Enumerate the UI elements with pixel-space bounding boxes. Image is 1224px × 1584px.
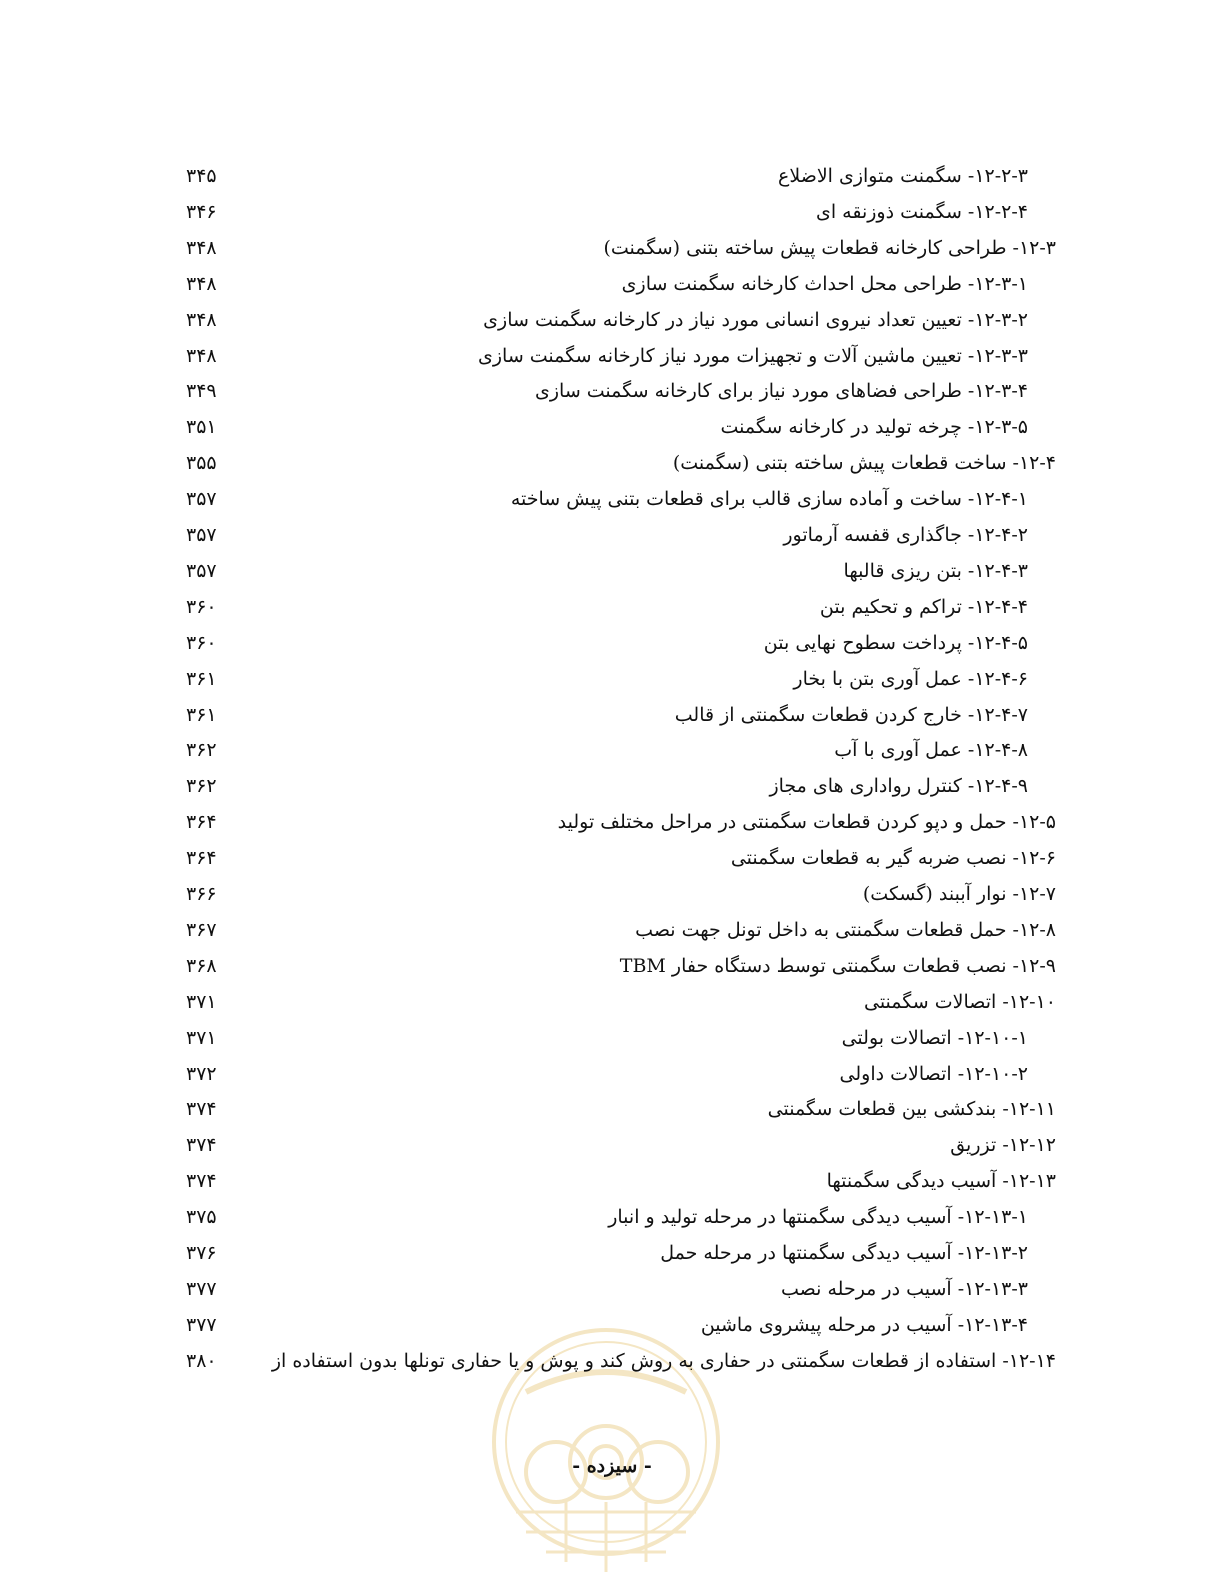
toc-entry (0, 948, 1224, 984)
toc-entry (0, 409, 1224, 445)
toc-entry-title: ۱۲-۱۰-۲- اتصالات داولی (839, 1062, 1028, 1085)
toc-entry (0, 1199, 1224, 1235)
toc-entry-page-number: ۳۷۲ (186, 1062, 217, 1085)
toc-entry (0, 768, 1224, 804)
toc-entry-title: ۱۲-۳-۴- طراحی فضاهای مورد نیاز برای کارخانه سگمنت سازی (534, 380, 1028, 403)
toc-entry-page-number: ۳۶۰ (186, 631, 217, 654)
toc-entry-title: ۱۲-۴- ساخت قطعات پیش ساخته بتنی (سگمنت) (672, 452, 1056, 475)
toc-entry (0, 589, 1224, 625)
toc-entry (0, 158, 1224, 194)
toc-entry-title: ۱۲-۱۳-۱- آسیب دیدگی سگمنتها در مرحله تولید و انبار (608, 1206, 1028, 1229)
toc-entry-page-number: ۳۵۱ (186, 416, 217, 439)
toc-entry-page-number: ۳۷۱ (186, 990, 217, 1013)
toc-entry (0, 1163, 1224, 1199)
toc-entry-title: ۱۲-۴-۱- ساخت و آماده سازی قالب برای قطعات بتنی پیش ساخته (510, 488, 1028, 511)
toc-entry-page-number: ۳۶۲ (186, 775, 217, 798)
toc-entry (0, 266, 1224, 302)
toc-entry-title: ۱۲-۱۱- بندکشی بین قطعات سگمنتی (767, 1098, 1056, 1121)
toc-entry-title: ۱۲-۴-۷- خارج کردن قطعات سگمنتی از قالب (674, 703, 1028, 726)
toc-entry (0, 1091, 1224, 1127)
toc-entry (0, 1343, 1224, 1379)
toc-entry (0, 1235, 1224, 1271)
toc-entry-title: ۱۲-۴-۵- پرداخت سطوح نهایی بتن (763, 631, 1028, 654)
toc-entry (0, 1127, 1224, 1163)
toc-entry-title: ۱۲-۸- حمل قطعات سگمنتی به داخل تونل جهت نصب (635, 918, 1056, 941)
toc-entry (0, 1271, 1224, 1307)
toc-entry-title: ۱۲-۷- نوار آببند (گسکت) (862, 883, 1056, 905)
toc-entry (0, 732, 1224, 768)
toc-entry-title: ۱۲-۵- حمل و دپو کردن قطعات سگمنتی در مراحل مختلف تولید (557, 811, 1056, 834)
toc-entry-page-number: ۳۴۸ (186, 272, 217, 295)
toc-entry-title: ۱۲-۹- نصب قطعات سگمنتی توسط دستگاه حفار TBM (619, 954, 1056, 977)
toc-entry-page-number: ۳۶۴ (186, 811, 217, 834)
toc-entry (0, 553, 1224, 589)
toc-entry-page-number: ۳۴۸ (186, 236, 217, 259)
toc-entry-page-number: ۳۶۱ (186, 703, 217, 726)
toc-entry-title: ۱۲-۴-۳- بتن ریزی قالبها (843, 559, 1028, 582)
toc-entry-title: ۱۲-۱۳- آسیب دیدگی سگمنتها (826, 1170, 1056, 1193)
toc-entry-page-number: ۳۵۷ (186, 524, 217, 546)
toc-entry-page-number: ۳۶۰ (186, 595, 217, 618)
toc-entry-page-number: ۳۴۹ (186, 380, 217, 403)
toc-entry-page-number: ۳۸۰ (186, 1349, 217, 1372)
toc-entry (0, 804, 1224, 840)
toc-entry-page-number: ۳۷۴ (186, 1134, 217, 1157)
toc-entry-page-number: ۳۴۸ (186, 344, 217, 367)
toc-entry-page-number: ۳۷۷ (186, 1313, 217, 1336)
toc-entry-page-number: ۳۵۷ (186, 559, 217, 582)
toc-entry-page-number: ۳۴۸ (186, 308, 217, 331)
toc-entry (0, 302, 1224, 338)
toc-entry-page-number: ۳۶۸ (186, 954, 217, 977)
toc-entry (0, 230, 1224, 266)
toc-entry (0, 912, 1224, 948)
toc-entry-page-number: ۳۶۲ (186, 739, 217, 762)
toc-entry (0, 481, 1224, 517)
toc-entry (0, 194, 1224, 230)
toc-entry-page-number: ۳۶۴ (186, 847, 217, 870)
toc-entry-page-number: ۳۶۷ (186, 918, 217, 941)
toc-entry-page-number: ۳۴۵ (186, 165, 217, 187)
toc-entry (0, 625, 1224, 661)
toc-entry (0, 517, 1224, 553)
toc-entry-title: ۱۲-۳- طراحی کارخانه قطعات پیش ساخته بتنی (سگمنت) (603, 236, 1056, 259)
toc-entry (0, 661, 1224, 697)
toc-entry (0, 697, 1224, 733)
toc-entry-page-number: ۳۴۶ (186, 200, 217, 223)
toc-entry-title: ۱۲-۳-۳- تعیین ماشین آلات و تجهیزات مورد نیاز کارخانه سگمنت سازی (477, 344, 1028, 367)
toc-entry (0, 1020, 1224, 1056)
page-number-footer: - سیزده - (572, 1455, 652, 1477)
toc-entry-title: ۱۲-۱۳-۴- آسیب در مرحله پیشروی ماشین (700, 1313, 1028, 1336)
toc-entry (0, 373, 1224, 409)
toc-entry-page-number: ۳۵۵ (186, 452, 217, 475)
toc-entry-title: ۱۲-۴-۴- تراکم و تحکیم بتن (819, 595, 1028, 618)
toc-entry-title: ۱۲-۱۳-۳- آسیب در مرحله نصب (781, 1277, 1028, 1300)
toc-entry-title: ۱۲-۶- نصب ضربه گیر به قطعات سگمنتی (730, 847, 1056, 870)
toc-entry-page-number: ۳۶۱ (186, 667, 217, 690)
toc-entry-title: ۱۲-۴-۹- کنترل رواداری های مجاز (769, 775, 1028, 798)
toc-entry-title: ۱۲-۱۴- استفاده از قطعات سگمنتی در حفاری به روش کند و پوش و یا حفاری تونلها بدون استفاده از (271, 1349, 1056, 1372)
toc-entry-title: ۱۲-۳-۱- طراحی محل احداث کارخانه سگمنت سازی (621, 272, 1028, 295)
toc-entry (0, 984, 1224, 1020)
toc-entry (0, 876, 1224, 912)
toc-entry-title: ۱۲-۴-۲- جاگذاری قفسه آرماتور (783, 524, 1028, 546)
toc-entry (0, 338, 1224, 374)
toc-entry-page-number: ۳۷۶ (186, 1242, 217, 1264)
toc-entry (0, 445, 1224, 481)
toc-entry-title: ۱۲-۳-۵- چرخه تولید در کارخانه سگمنت (720, 416, 1028, 439)
toc-entry-page-number: ۳۷۴ (186, 1170, 217, 1193)
toc-entry-title: ۱۲-۱۳-۲- آسیب دیدگی سگمنتها در مرحله حمل (660, 1242, 1028, 1264)
toc-entry-title: ۱۲-۲-۴- سگمنت ذوزنقه ای (815, 200, 1028, 223)
toc-entry-page-number: ۳۷۱ (186, 1026, 217, 1049)
toc-entry-title: ۱۲-۴-۸- عمل آوری با آب (834, 739, 1028, 762)
toc-entry-page-number: ۳۵۷ (186, 488, 217, 511)
toc-entry (0, 840, 1224, 876)
toc-entry-title: ۱۲-۱۲- تزریق (950, 1134, 1056, 1157)
toc-entry-page-number: ۳۷۴ (186, 1098, 217, 1121)
toc-entry-title: ۱۲-۱۰- اتصالات سگمنتی (863, 990, 1056, 1013)
toc-entry (0, 1307, 1224, 1343)
toc-entry (0, 1056, 1224, 1092)
toc-entry-title: ۱۲-۴-۶- عمل آوری بتن با بخار (793, 667, 1028, 690)
toc-entry-page-number: ۳۷۵ (186, 1206, 217, 1229)
toc-entry-title: ۱۲-۲-۳- سگمنت متوازی الاضلاع (778, 165, 1028, 187)
toc-entry-title: ۱۲-۳-۲- تعیین تعداد نیروی انسانی مورد نیاز در کارخانه سگمنت سازی (483, 308, 1028, 331)
toc-entry-page-number: ۳۷۷ (186, 1277, 217, 1300)
toc-entry-page-number: ۳۶۶ (186, 883, 217, 905)
toc-entry-title: ۱۲-۱۰-۱- اتصالات بولتی (841, 1026, 1028, 1049)
